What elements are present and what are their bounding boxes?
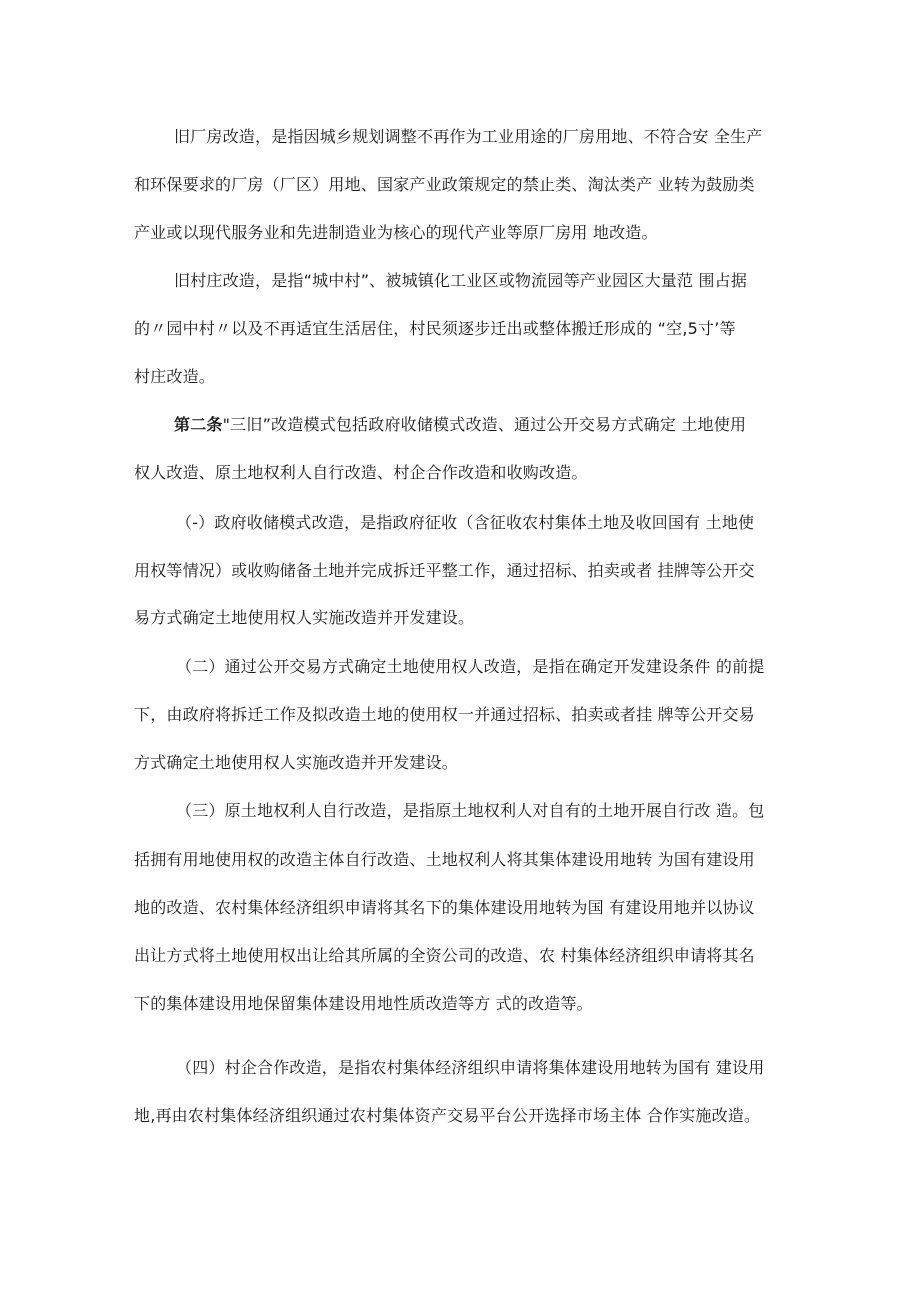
paragraph-line: 旧村庄改造，是指“城中村”、被城镇化工业区或物流园等产业园区大量范 围占据 xyxy=(174,271,748,290)
paragraph-line: 下，由政府将拆迁工作及拟改造土地的使用权一并通过招标、拍卖或者挂 牌等公开交易 xyxy=(134,705,755,724)
paragraph-line: 地,再由农村集体经济组织通过农村集体资产交易平台公开选择市场主体 合作实施改造。 xyxy=(134,1106,761,1125)
paragraph-line: 易方式确定土地使用权人实施改造并开发建设。 xyxy=(134,608,475,627)
paragraph-line: 的〃园中村〃以及不再适宜生活居住，村民须逐步迁出或整体搬迁形成的 “空,5寸’等 xyxy=(134,319,736,338)
paragraph-line xyxy=(174,414,746,436)
paragraph-line: 括拥有用地使用权的改造主体自行改造、土地权利人将其集体建设用地转 为国有建设用 xyxy=(134,850,755,869)
paragraph-line: 方式确定土地使用权人实施改造并开发建设。 xyxy=(134,753,459,772)
paragraph-line: 权人改造、原土地权利人自行改造、村企合作改造和收购改造。 xyxy=(134,463,588,482)
paragraph-line: 用权等情况）或收购储备土地并完成拆迁平整工作，通过招标、拍卖或者 挂牌等公开交 xyxy=(134,561,755,580)
paragraph-line: 产业或以现代服务业和先进制造业为核心的现代产业等原厂房用 地改造。 xyxy=(134,223,658,242)
paragraph-line: 旧厂房改造，是指因城乡规划调整不再作为工业用途的厂房用地、不符合安 全生产 xyxy=(174,127,763,146)
paragraph-line: 村庄改造。 xyxy=(134,367,216,386)
paragraph-line: 地的改造、农村集体经济组织申请将其名下的集体建设用地转为国 有建设用地并以协议 xyxy=(134,898,755,917)
paragraph-line: （二）通过公开交易方式确定土地使用权人改造，是指在确定开发建设条件 的前提 xyxy=(176,657,765,676)
article-text: "三旧”改造模式包括政府收储模式改造、通过公开交易方式确定 土地使用 xyxy=(222,415,747,434)
article-label: 第二条 xyxy=(174,415,223,434)
paragraph-line: 出让方式将土地使用权出让给其所属的全资公司的改造、农 村集体经济组织申请将其名 xyxy=(134,946,755,965)
paragraph-line: （三）原土地权利人自行改造，是指原土地权利人对自有的土地开展自行改 造。包 xyxy=(176,801,765,820)
paragraph-line: 下的集体建设用地保留集体建设用地性质改造等方 式的改造等。 xyxy=(134,994,593,1013)
paragraph-line: 和环保要求的厂房（厂区）用地、国家产业政策规定的禁止类、淘汰类产 业转为鼓励类 xyxy=(134,175,755,194)
paragraph-line: （-）政府收储模式改造，是指政府征收（含征收农村集体土地及收回国有 土地使 xyxy=(176,513,755,532)
paragraph-line: （四）村企合作改造，是指农村集体经济组织申请将集体建设用地转为国有 建设用 xyxy=(176,1058,765,1077)
